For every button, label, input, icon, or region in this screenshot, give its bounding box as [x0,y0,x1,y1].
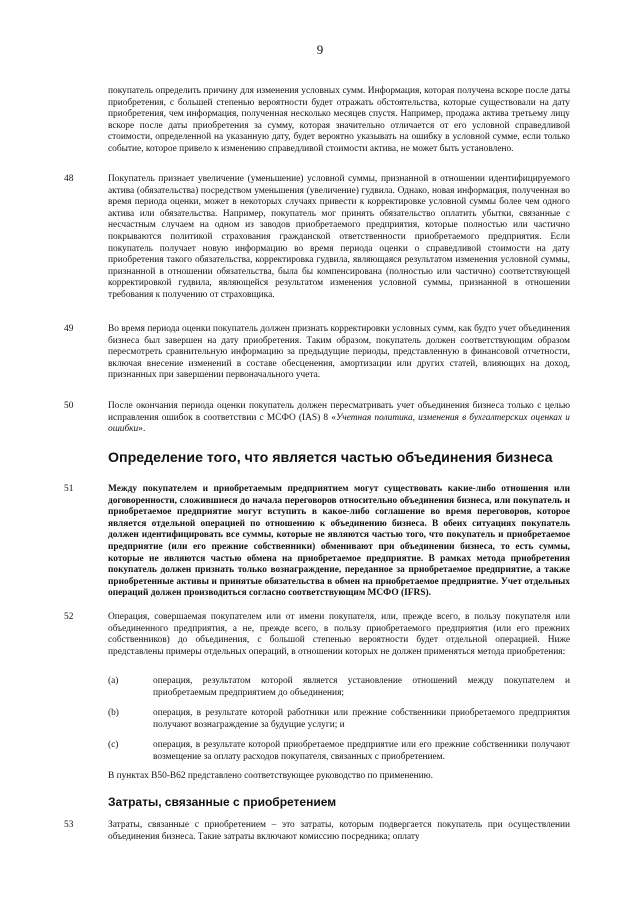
paragraph-number-50: 50 [64,401,74,411]
paragraph-intro [108,86,570,156]
paragraph-53 [108,820,570,843]
section-heading-business-combination: Определение того, что является частью объединения бизнеса [108,450,553,466]
paragraph-number-53: 53 [64,820,74,830]
paragraph-50-end: ». [138,424,146,435]
list-text: операция, в результате которой работники или прежние собственники приобретаемого предприятия получают вознаграждение за будущие услуги; и [153,708,570,730]
paragraph-49 [108,324,570,382]
paragraph-number-48: 48 [64,174,74,184]
list-label: (a) [108,676,119,686]
paragraph-49-text: Во время периода оценки покупатель должен признать корректировки условных сумм, как будто учет объединения бизнеса был завершен на дату приобретения. Таким образом, покупатель должен соответствующим образом пересмотреть сравнительную информацию за предыдущие периоды, представленную в финансовой отчетности, включая внесение изменений в составе обесценения, амортизации или других статей, влияющих на доход, признанных при завершении первоначального учета. [108,324,570,381]
paragraph-number-49: 49 [64,324,74,334]
paragraph-50-italic: Учетная политика, изменения в бухгалтерских оценках и ошибки [108,412,570,435]
paragraph-48 [108,174,570,302]
paragraph-53-text: Затраты, связанные с приобретением – это затраты, которым подвергается покупатель при осуществлении объединения бизнеса. Такие затраты включают комиссию посредника; оплату [108,820,570,842]
list-label: (b) [108,708,119,718]
paragraph-intro-text: покупатель определить причину для изменения условных сумм. Информация, которая получена вскоре после даты приобретения, с большей степенью вероятности будет отражать обстоятельства, которые существовали на дату приобретения, чем информация, полученная несколько месяцев спустя. Например, продажа актива третьему лицу вскоре после даты приобретения за сумму, которая значительно отличается от его условной справедливой стоимости, определенной на указанную дату, будет вероятно указывать на ошибку в условной сумме, если только событие, которое привело к изменению справедливой стоимости актива, не может быть установлено. [108,86,570,154]
paragraph-guidance [108,771,570,783]
list-text: операция, в результате которой приобретаемое предприятие или его прежние собственники получают возмещение за оплату расходов покупателя, связанных с приобретением. [153,740,570,762]
paragraph-number-52: 52 [64,612,74,622]
paragraph-50 [108,401,570,436]
paragraph-51 [108,484,570,600]
list-text: операция, результатом которой является установление отношений между покупателем и приобретаемым предприятием до объединения; [153,676,570,698]
paragraph-52 [108,612,570,658]
list-label: (c) [108,740,119,750]
paragraph-48-text: Покупатель признает увеличение (уменьшение) условной суммы, признанной в отношении идентифицируемого актива (обязательства) посредством уменьшения (увеличение) гудвила. Однако, новая информация, полученная во время периода оценки, может в некоторых случаях привести к корректировке условной суммы более чем одного актива или обязательства. Например, покупатель мог принять обязательство оплатить убытки, связанные с несчастным случаем на одном из заводов приобретаемого предприятия, которые полностью или частично покрываются политикой страхования гражданской ответственности приобретаемого предприятия. Если покупатель получает новую информацию во время периода оценки о справедливой стоимости на дату приобретения такого обязательства, корректировка гудвила, являющаяся результатом изменения условной суммы, признанной в отношении обязательства, была бы компенсирована (полностью или частично) соответствующей корректировкой гудвила, являющейся результатом изменения условной суммы, признанной в отношении требования к получению от страховщика. [108,174,570,300]
paragraph-50-text: После окончания периода оценки покупатель должен пересматривать учет объединения бизнеса только с целью исправления ошибок в соответствии с МСФО (IAS) 8 « [108,401,570,423]
paragraph-52-text: Операция, совершаемая покупателем или от имени покупателя, или, прежде всего, в пользу покупателя или объединенного предприятия, а не, прежде всего, в пользу приобретаемого предприятия (или его прежних собственников) до объединения, с большой степенью вероятности будет отдельной операцией. Ниже представлены примеры отдельных операций, в отношении которых не должен применяться метода приобретения: [108,612,570,657]
section-heading-acquisition-costs: Затраты, связанные с приобретением [108,795,337,809]
paragraph-number-51: 51 [64,484,74,494]
paragraph-51-text: Между покупателем и приобретаемым предприятием могут существовать какие-либо отношения или договоренности, сложившиеся до начала переговоров относительно объединения бизнеса, или покупатель и приобретаемое предприятие могут вступить в какое-либо соглашение во время переговоров, которое является отдельной операцией по отношению к объединению бизнеса. В обеих ситуациях покупатель должен идентифицировать все суммы, которые не являются частью того, что покупатель и приобретаемое предприятие (или его прежние собственники) обменивают при объединении бизнеса, то есть суммы, которые не являются частью обмена на приобретаемое предприятие. В рамках метода приобретения покупатель должен признать только вознаграждение, переданное за приобретаемое предприятие, а также приобретенные активы и принятые обязательства в обмен на приобретаемое предприятие. Учет отдельных операций должен производиться согласно соответствующим МСФО (IFRS). [108,484,570,599]
page-number: 9 [316,42,324,57]
paragraph-guidance-text: В пунктах B50-B62 представлено соответствующее руководство по применению. [108,771,433,781]
